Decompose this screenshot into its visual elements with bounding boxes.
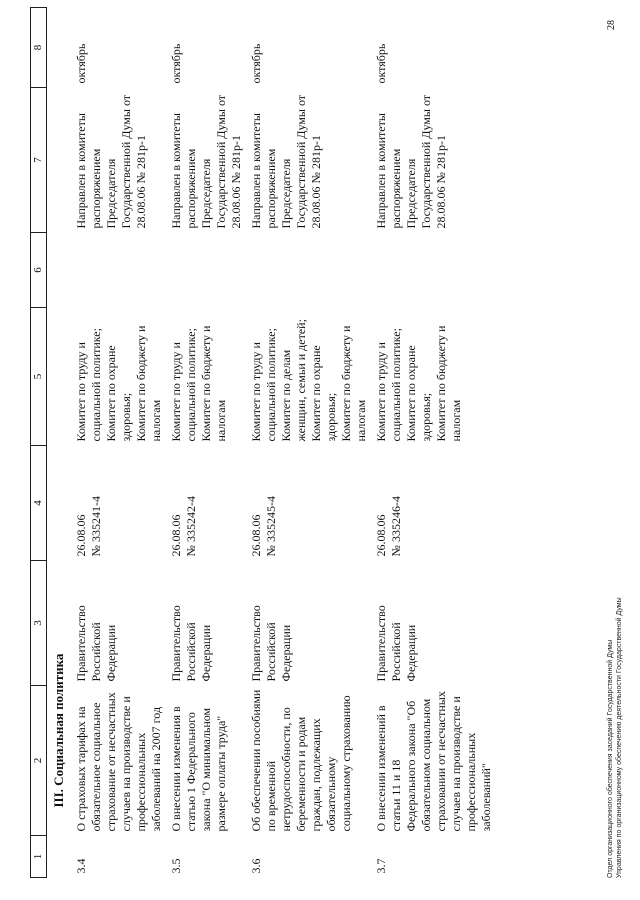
footer-line: Отдел организационного обеспечения заседаний Государственной Думы (607, 639, 614, 878)
bill-title: О внесении изменения в статью 1 Федерального закона "О минимальном размере оплаты труда" (169, 706, 228, 832)
bill-author: Правительство Российской Федерации (74, 605, 118, 682)
table-row (166, 8, 246, 878)
column-6-cell (166, 233, 246, 308)
row-number: 3.4 (74, 858, 88, 874)
bill-author: Правительство Российской Федерации (169, 605, 213, 682)
table-row (71, 8, 166, 878)
section-title: III. Социальная политика (51, 653, 66, 808)
term: октябрь (169, 43, 183, 84)
bill-title: О внесении изменений в статьи 11 и 18 Федерального закона "Об обязательном социальном страховании от несчастных случаев на производстве и профессиональных заболеваний" (374, 691, 493, 832)
column-6-cell (246, 233, 371, 308)
committees: Комитет по труду и социальной политике; Комитет по охране здоровья; Комитет по бюджету и налогам (374, 325, 463, 442)
legislation-table (30, 7, 496, 878)
term: октябрь (249, 43, 263, 84)
footer (606, 178, 624, 878)
committees: Комитет по труду и социальной политике; Комитет по бюджету и налогам (169, 325, 228, 442)
column-number: 4 (31, 446, 47, 561)
bill-author: Правительство Российской Федерации (374, 605, 418, 682)
column-number: 6 (31, 233, 47, 308)
bill-title: О страховых тарифах на обязательное социальное страхование от несчастных случаев на производстве и профессиональных заболеваний на 2007 год (74, 692, 163, 832)
status: Направлен в комитеты распоряжением Председателя Государственной Думы от 28.08.06 № 281р-1 (374, 94, 448, 229)
term: октябрь (74, 43, 88, 84)
column-6-cell (371, 233, 496, 308)
footer-line: Управления по организационному обеспечению деятельности Государственной Думы (616, 597, 623, 878)
column-number: 3 (31, 561, 47, 686)
registration-info: 26.08.06 № 335246-4 (374, 496, 403, 557)
section-row (47, 8, 72, 878)
bill-author: Правительство Российской Федерации (249, 605, 293, 682)
page-number: 28 (606, 20, 617, 30)
row-number: 3.5 (169, 858, 183, 874)
column-6-cell (71, 233, 166, 308)
term: октябрь (374, 43, 388, 84)
status: Направлен в комитеты распоряжением Председателя Государственной Думы от 28.08.06 № 281р-1 (74, 94, 148, 229)
committees: Комитет по труду и социальной политике; Комитет по делам женщин, семьи и детей; Комитет по охране здоровья; Комитет по бюджету и налогам (249, 319, 368, 442)
committees: Комитет по труду и социальной политике; Комитет по охране здоровья; Комитет по бюджету и налогам (74, 325, 163, 442)
status: Направлен в комитеты распоряжением Председателя Государственной Думы от 28.08.06 № 281р-1 (249, 94, 323, 229)
bill-title: Об обеспечении пособиями по временной нетрудоспособности, по беременности и родам граждан, подлежащих обязательному социальному страхованию (249, 689, 353, 832)
column-number: 1 (31, 836, 47, 878)
column-number: 7 (31, 88, 47, 233)
column-number-row (31, 8, 47, 878)
column-number: 5 (31, 308, 47, 446)
table-row (371, 8, 496, 878)
status: Направлен в комитеты распоряжением Председателя Государственной Думы от 28.08.06 № 281р-1 (169, 94, 243, 229)
row-number: 3.7 (374, 858, 388, 874)
table-row (246, 8, 371, 878)
column-number: 2 (31, 686, 47, 836)
row-number: 3.6 (249, 858, 263, 874)
registration-info: 26.08.06 № 335245-4 (249, 496, 278, 557)
column-number: 8 (31, 8, 47, 88)
registration-info: 26.08.06 № 335242-4 (169, 496, 198, 557)
registration-info: 26.08.06 № 335241-4 (74, 496, 103, 557)
